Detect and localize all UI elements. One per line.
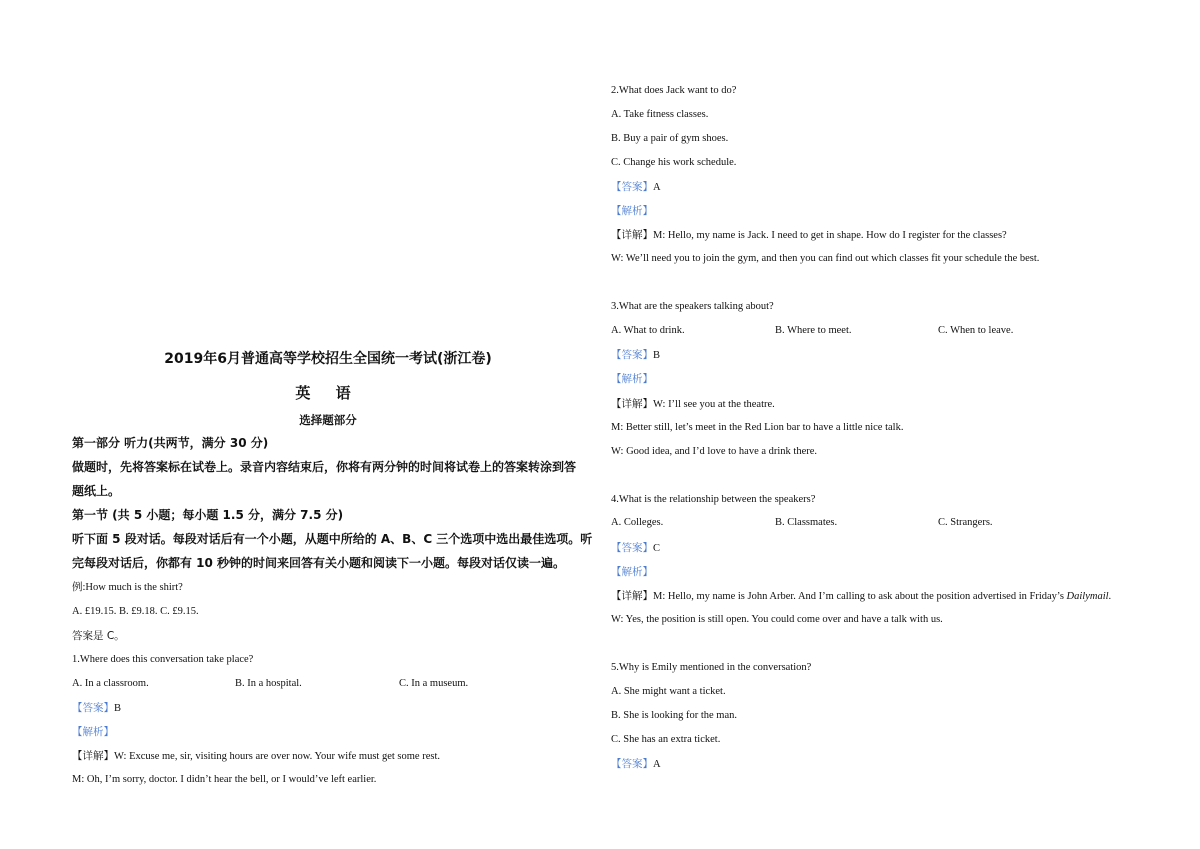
example-options: A. £19.15. B. £9.18. C. £9.15. — [72, 606, 199, 617]
instruction-line: 做题时，先将答案标在试卷上。录音内容结束后，你将有两分钟的时间将试卷上的答案转涂到答 — [72, 460, 577, 474]
q5-answer: 【答案】A — [611, 758, 661, 770]
q2-option-c: C. Change his work schedule. — [611, 157, 737, 168]
section-title: 选择题部分 — [299, 413, 357, 427]
q3-answer: 【答案】B — [611, 349, 661, 361]
instruction-line: 听下面 5 段对话。每段对话后有一个小题，从题中所给的 A、B、C 三个选项中选出最佳选项。听 — [72, 532, 593, 546]
subject-title: 英 语 — [295, 384, 361, 402]
instruction-line: 题纸上。 — [72, 484, 121, 498]
answer-tag: 【答案】 — [72, 702, 114, 714]
q3-dialogue: M: Better still, let’s meet in the Red Lion bar to have a little nice talk. — [611, 422, 904, 433]
q2-dialogue: W: We’ll need you to join the gym, and then you can find out which classes fit your schedule the best. — [611, 253, 1040, 264]
q2-detail: 【详解】M: Hello, my name is Jack. I need to get in shape. How do I register for the classes? — [611, 229, 1007, 241]
q5-option-a: A. She might want a ticket. — [611, 686, 726, 697]
q5-option-b: B. She is looking for the man. — [611, 710, 737, 721]
analysis-tag: 【解析】 — [611, 566, 653, 578]
question-3: 3.What are the speakers talking about? — [611, 301, 774, 312]
q1-detail: 【详解】W: Excuse me, sir, visiting hours are over now. Your wife must get some rest. — [72, 750, 440, 762]
q4-option-c: C. Strangers. — [938, 517, 993, 528]
q1-answer: 【答案】B — [72, 702, 122, 714]
section1-heading: 第一节 (共 5 小题；每小题 1.5 分，满分 7.5 分) — [72, 508, 344, 522]
q4-detail: 【详解】M: Hello, my name is John Arber. And I’m calling to ask about the position advertised in Friday’s Dailymail. — [611, 590, 1112, 602]
q1-dialogue: M: Oh, I’m sorry, doctor. I didn’t hear the bell, or I would’ve left earlier. — [72, 774, 377, 785]
exam-title: 2019年6月普通高等学校招生全国统一考试(浙江卷) — [164, 351, 492, 367]
q2-option-b: B. Buy a pair of gym shoes. — [611, 133, 729, 144]
q1-option-c: C. In a museum. — [399, 678, 469, 689]
instruction-line: 完每段对话后，你都有 10 秒钟的时间来回答有关小题和阅读下一小题。每段对话仅读一遍。 — [72, 556, 566, 570]
q3-option-a: A. What to drink. — [611, 325, 685, 336]
q5-option-c: C. She has an extra ticket. — [611, 734, 721, 745]
example-question: 例:How much is the shirt? — [72, 582, 183, 593]
analysis-tag: 【解析】 — [611, 205, 653, 217]
q1-option-a: A. In a classroom. — [72, 678, 149, 689]
q3-option-b: B. Where to meet. — [775, 325, 852, 336]
example-answer: 答案是 C。 — [72, 630, 125, 642]
q4-option-b: B. Classmates. — [775, 517, 838, 528]
q1-option-b: B. In a hospital. — [235, 678, 302, 689]
part1-heading: 第一部分 听力(共两节，满分 30 分) — [72, 436, 269, 450]
q3-detail: 【详解】W: I’ll see you at the theatre. — [611, 398, 775, 410]
q3-option-c: C. When to leave. — [938, 325, 1014, 336]
question-2: 2.What does Jack want to do? — [611, 85, 737, 96]
q4-option-a: A. Colleges. — [611, 517, 664, 528]
q4-answer: 【答案】C — [611, 542, 661, 554]
q4-dialogue: W: Yes, the position is still open. You could come over and have a talk with us. — [611, 614, 943, 625]
q2-answer: 【答案】A — [611, 181, 661, 193]
q3-dialogue: W: Good idea, and I’d love to have a drink there. — [611, 446, 818, 457]
analysis-tag: 【解析】 — [611, 373, 653, 385]
question-5: 5.Why is Emily mentioned in the conversation? — [611, 662, 812, 673]
analysis-tag: 【解析】 — [72, 726, 114, 738]
question-1: 1.Where does this conversation take place? — [72, 654, 254, 665]
question-4: 4.What is the relationship between the speakers? — [611, 494, 816, 505]
q2-option-a: A. Take fitness classes. — [611, 109, 709, 120]
